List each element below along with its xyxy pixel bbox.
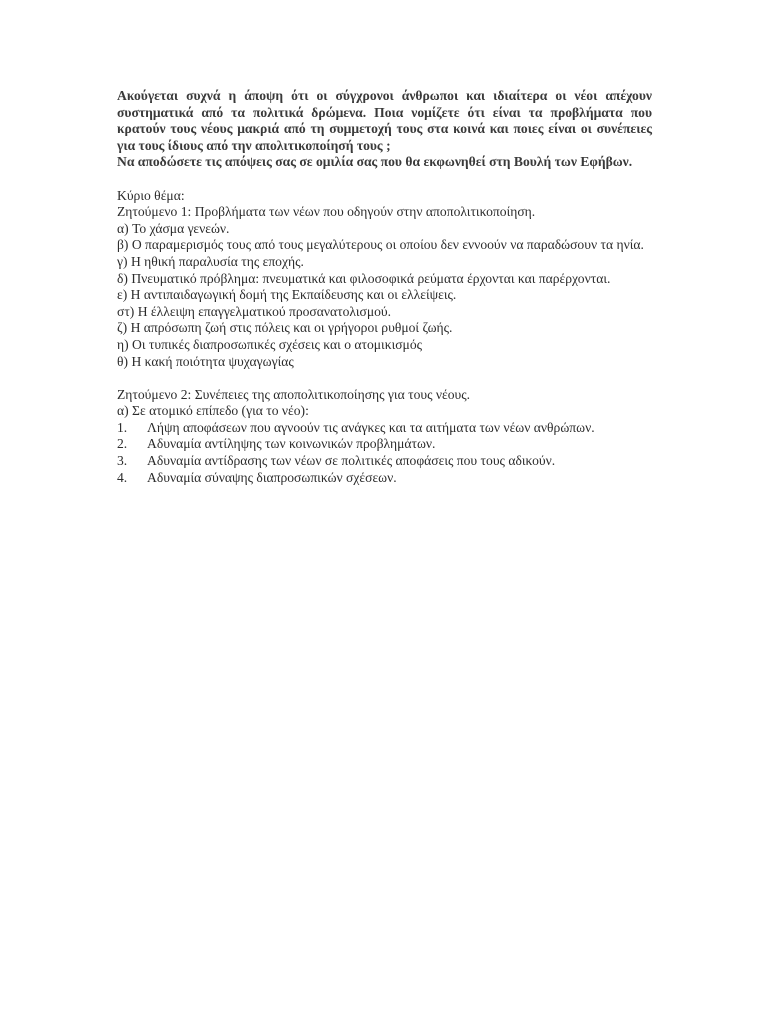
list-item <box>117 320 652 337</box>
list-item <box>117 304 652 321</box>
list-marker: α) <box>117 220 133 236</box>
list-item <box>117 221 652 238</box>
numbered-item-text: Αδυναμία αντίδρασης των νέων σε πολιτικές αποφάσεις που τους αδικούν. <box>147 453 556 469</box>
list-item-text: Η κακή ποιότητα ψυχαγωγίας <box>131 353 294 369</box>
spacer <box>117 171 652 188</box>
list-item-text: Η ηθική παραλυσία της εποχής. <box>130 253 304 269</box>
requirement-2-heading: Ζητούμενο 2: Συνέπειες της αποπολιτικοποίησης για τους νέους. <box>117 386 471 402</box>
document-page <box>117 88 652 486</box>
numbered-item-text: Αδυναμία σύναψης διαπροσωπικών σχέσεων. <box>147 469 397 485</box>
list-marker: ε) <box>117 287 131 303</box>
list-marker: στ) <box>117 303 138 319</box>
list-item-text: Πνευματικό πρόβλημα: πνευματικά και φιλοσοφικά ρεύματα έρχονται και παρέρχονται. <box>131 270 611 286</box>
list-item <box>117 254 652 271</box>
list-item-text: Οι τυπικές διαπροσωπικές σχέσεις και ο ατομικισμός <box>132 336 423 352</box>
list-item-text: Το χάσμα γενεών. <box>132 220 230 236</box>
list-item <box>117 237 652 254</box>
list-marker: γ) <box>117 253 131 269</box>
prompt-paragraph: Ακούγεται συχνά η άποψη ότι οι σύγχρονοι άνθρωποι και ιδιαίτερα οι νέοι απέχουν συστηματικά από τα πολιτικά δρώμενα. Ποια νομίζετε ότι είναι τα προβλήματα που κρατούν τους νέους μακριά από τη συμμετοχή τους στα κοινά και ποιες είναι οι συνέπειες για τους ίδιους από την απολιτικοποίησή τους ; <box>117 88 652 153</box>
list-marker: ζ) <box>117 320 131 336</box>
prompt-task: Να αποδώσετε τις απόψεις σας σε ομιλία σας που θα εκφωνηθεί στη Βουλή των Εφήβων. <box>117 154 633 170</box>
numbered-item-text: Λήψη αποφάσεων που αγνοούν τις ανάγκες και τα αιτήματα των νέων ανθρώπων. <box>147 419 595 435</box>
main-topic-heading: Κύριο θέμα: <box>117 187 185 203</box>
list-item <box>117 337 652 354</box>
list-item <box>117 287 652 304</box>
section-consequences <box>117 387 652 487</box>
numbered-item-text: Αδυναμία αντίληψης των κοινωνικών προβλημάτων. <box>147 436 436 452</box>
list-item-text: Η αντιπαιδαγωγική δομή της Εκπαίδευσης και οι ελλείψεις. <box>130 287 457 303</box>
list-item <box>117 271 652 288</box>
list-marker: β) <box>117 237 132 253</box>
numbered-item <box>117 470 652 487</box>
number-marker: 3. <box>117 453 128 469</box>
numbered-item <box>117 420 652 437</box>
list-marker: δ) <box>117 270 132 286</box>
number-marker: 4. <box>117 469 128 485</box>
spacer <box>117 370 652 387</box>
list-item-text: Η έλλειψη επαγγελματικού προσανατολισμού. <box>137 303 392 319</box>
list-item <box>117 354 652 371</box>
number-marker: 1. <box>117 419 128 435</box>
requirement-1-heading: Ζητούμενο 1: Προβλήματα των νέων που οδηγούν στην αποπολιτικοποίηση. <box>117 204 536 220</box>
number-marker: 2. <box>117 436 128 452</box>
numbered-item <box>117 453 652 470</box>
numbered-item <box>117 436 652 453</box>
list-marker: θ) <box>117 353 132 369</box>
list-item-text: Η απρόσωπη ζωή στις πόλεις και οι γρήγοροι ρυθμοί ζωής. <box>130 320 453 336</box>
essay-prompt <box>117 88 652 171</box>
list-item-text: Ο παραμερισμός τους από τους μεγαλύτερους οι οποίου δεν εννοούν να παραδώσουν τα ηνία. <box>131 237 644 253</box>
section-main-topic <box>117 188 652 371</box>
list-marker: η) <box>117 336 133 352</box>
individual-level-heading: α) Σε ατομικό επίπεδο (για το νέο): <box>117 403 309 419</box>
